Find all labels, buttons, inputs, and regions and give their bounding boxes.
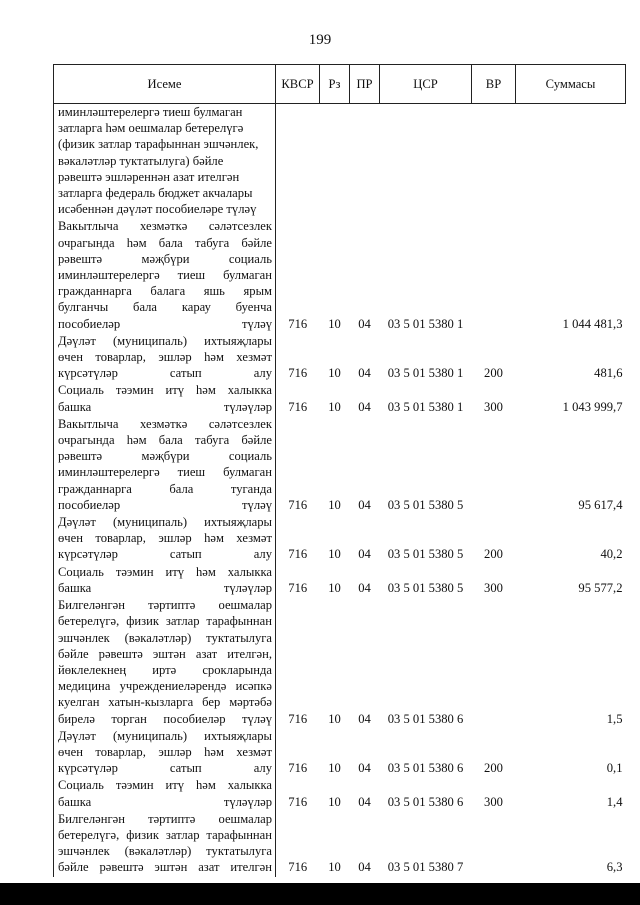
row-name-line: гражданнарга бала туганда xyxy=(58,481,272,496)
row-name-line: Социаль тәэмин итү һәм халыкка xyxy=(58,564,272,579)
row-name xyxy=(54,514,276,564)
row-name-line: гражданнарга балага яшь ярым xyxy=(58,284,272,299)
table-row xyxy=(54,218,626,332)
header-name: Исеме xyxy=(54,65,276,104)
row-kvsr: 716 xyxy=(288,547,308,562)
row-name xyxy=(54,811,276,877)
row-csr: 03 5 01 5380 1 xyxy=(387,399,464,414)
row-name-line: эшчәнлек (вәкаләтләр) туктатылуга xyxy=(58,630,272,645)
row-name xyxy=(54,597,276,728)
table-header-row xyxy=(54,65,626,104)
row-vr: 200 xyxy=(484,761,503,776)
table-row xyxy=(54,777,626,810)
row-sum: 1 043 999,7 xyxy=(562,399,623,414)
row-pr: 04 xyxy=(358,547,371,562)
row-pr: 04 xyxy=(358,794,371,809)
row-rz: 10 xyxy=(328,711,341,726)
row-rz: 10 xyxy=(328,547,341,562)
row-name-line: башка түләүләр xyxy=(58,399,272,414)
row-name-line: очрагында һәм бала табуга бәйле xyxy=(58,235,272,250)
row-name-line: өчен товарлар, эшләр һәм хезмәт xyxy=(58,350,272,365)
row-rz: 10 xyxy=(328,316,341,331)
row-rz: 10 xyxy=(328,497,341,512)
row-rz xyxy=(320,104,350,219)
row-vr xyxy=(472,416,516,514)
row-kvsr: 716 xyxy=(288,580,308,595)
row-name-line: бәйле рәвештә эштән азат ителгән, xyxy=(58,646,272,661)
scan-bottom-border xyxy=(0,883,640,905)
table-row xyxy=(54,597,626,728)
row-kvsr: 716 xyxy=(288,794,308,809)
row-name-line: бирелә торган пособиеләр түләү xyxy=(58,711,272,726)
row-sum: 1,4 xyxy=(606,794,623,809)
row-sum: 95 577,2 xyxy=(578,580,623,595)
row-sum: 1,5 xyxy=(606,711,623,726)
row-name-line: Дәүләт (муниципаль) ихтыяҗлары xyxy=(58,515,272,530)
row-name xyxy=(54,564,276,597)
row-sum: 0,1 xyxy=(606,761,623,776)
row-pr xyxy=(350,104,380,219)
row-name-line: бетерелүгә, физик затлар тарафыннан xyxy=(58,827,272,842)
row-rz: 10 xyxy=(328,399,341,414)
header-rz: Рз xyxy=(320,65,350,104)
row-vr: 200 xyxy=(484,366,503,381)
row-name xyxy=(54,218,276,332)
row-rz: 10 xyxy=(328,794,341,809)
row-name-line: рәвештә мәҗбүри социаль xyxy=(58,251,272,266)
row-vr: 300 xyxy=(484,794,503,809)
row-name-line: Дәүләт (муниципаль) ихтыяҗлары xyxy=(58,333,272,348)
row-kvsr: 716 xyxy=(288,316,308,331)
row-name-line: булганчы бала карау буенча xyxy=(58,300,272,315)
row-rz: 10 xyxy=(328,366,341,381)
row-name-line: эшчәнлек (вәкаләтләр) туктатылуга xyxy=(58,844,272,859)
row-sum: 95 617,4 xyxy=(578,497,623,512)
row-name-line: очрагында һәм бала табуга бәйле xyxy=(58,433,272,448)
row-name-line: пособиеләр түләү xyxy=(58,497,272,512)
row-name-line: иминләштерелергә тиеш булмаган xyxy=(58,465,272,480)
row-csr: 03 5 01 5380 1 xyxy=(387,366,464,381)
row-name-line: бетерелүгә, физик затлар тарафыннан xyxy=(58,614,272,629)
row-pr: 04 xyxy=(358,497,371,512)
row-name-line: затларга федераль бюджет акчалары xyxy=(58,186,253,201)
row-name-line: рәвештә мәҗбүри социаль xyxy=(58,449,272,464)
row-name-line: Социаль тәэмин итү һәм халыкка xyxy=(58,383,272,398)
row-csr: 03 5 01 5380 5 xyxy=(387,580,464,595)
row-kvsr: 716 xyxy=(288,761,308,776)
row-sum: 1 044 481,3 xyxy=(562,316,623,331)
table-row xyxy=(54,416,626,514)
row-name-line: (физик затлар тарафыннан эшчәнлек, xyxy=(58,137,259,152)
header-pr: ПР xyxy=(350,65,380,104)
header-vr: ВР xyxy=(472,65,516,104)
row-kvsr: 716 xyxy=(288,399,308,414)
row-csr: 03 5 01 5380 7 xyxy=(387,860,464,875)
row-name-line: Вакытлыча хезмәткә сәләтсезлек xyxy=(58,416,272,431)
row-csr: 03 5 01 5380 5 xyxy=(387,497,464,512)
row-pr: 04 xyxy=(358,761,371,776)
row-sum: 6,3 xyxy=(606,860,623,875)
page-number: 199 xyxy=(308,32,332,48)
table-row xyxy=(54,811,626,877)
row-vr: 200 xyxy=(484,547,503,562)
table-body xyxy=(54,104,626,877)
row-name-line: йөклелекнең иртә срокларында xyxy=(58,662,272,677)
row-sum: 40,2 xyxy=(600,547,623,562)
row-name xyxy=(54,777,276,810)
row-name-line: башка түләүләр xyxy=(58,580,272,595)
header-kvsr: КВСР xyxy=(276,65,320,104)
row-name-line: пособиеләр түләү xyxy=(58,316,272,331)
row-rz: 10 xyxy=(328,860,341,875)
row-vr xyxy=(472,597,516,728)
row-pr: 04 xyxy=(358,580,371,595)
row-vr xyxy=(472,104,516,219)
row-name-line: күрсәтүләр сатып алу xyxy=(58,547,272,562)
header-csr: ЦСР xyxy=(380,65,472,104)
table-row xyxy=(54,104,626,219)
row-name-line: Социаль тәэмин итү һәм халыкка xyxy=(58,778,272,793)
table-row xyxy=(54,333,626,383)
row-rz: 10 xyxy=(328,761,341,776)
row-csr: 03 5 01 5380 6 xyxy=(387,711,464,726)
row-name-line: Билгеләнгән тәртиптә оешмалар xyxy=(58,811,272,826)
header-sum: Суммасы xyxy=(516,65,626,104)
row-name-line: затларга һәм оешмалар бетерелүгә xyxy=(58,121,244,136)
row-kvsr: 716 xyxy=(288,366,308,381)
row-name-line: күрсәтүләр сатып алу xyxy=(58,366,272,381)
row-name-line: иминләштерелергә тиеш булмаган xyxy=(58,105,243,119)
row-csr: 03 5 01 5380 5 xyxy=(387,547,464,562)
table-row xyxy=(54,514,626,564)
row-kvsr: 716 xyxy=(288,860,308,875)
row-pr: 04 xyxy=(358,860,371,875)
row-pr: 04 xyxy=(358,316,371,331)
row-name-line: күрсәтүләр сатып алу xyxy=(58,761,272,776)
row-csr: 03 5 01 5380 1 xyxy=(387,316,464,331)
row-name xyxy=(54,104,276,219)
row-pr: 04 xyxy=(358,399,371,414)
row-name-line: Дәүләт (муниципаль) ихтыяҗлары xyxy=(58,728,272,743)
row-vr: 300 xyxy=(484,580,503,595)
row-name-line: Билгеләнгән тәртиптә оешмалар xyxy=(58,598,272,613)
row-sum xyxy=(516,104,626,219)
table-row xyxy=(54,564,626,597)
row-kvsr: 716 xyxy=(288,497,308,512)
row-name-line: өчен товарлар, эшләр һәм хезмәт xyxy=(58,744,272,759)
row-name xyxy=(54,728,276,778)
row-vr: 300 xyxy=(484,399,503,414)
row-name xyxy=(54,382,276,415)
row-name xyxy=(54,333,276,383)
row-name-line: иминләштерелергә тиеш булмаган xyxy=(58,268,272,283)
row-sum: 481,6 xyxy=(594,366,623,381)
budget-table xyxy=(53,64,626,877)
row-name-line: исәбеннән дәүләт пособиеләре түләү xyxy=(58,202,257,217)
table-row xyxy=(54,382,626,415)
row-name xyxy=(54,416,276,514)
row-name-line: өчен товарлар, эшләр һәм хезмәт xyxy=(58,531,272,546)
row-csr: 03 5 01 5380 6 xyxy=(387,761,464,776)
row-vr xyxy=(472,811,516,877)
row-name-line: вәкаләтләр туктатылуга) бәйле xyxy=(58,153,224,168)
row-kvsr: 716 xyxy=(288,711,308,726)
row-vr xyxy=(472,218,516,332)
row-csr: 03 5 01 5380 6 xyxy=(387,794,464,809)
row-name-line: бәйле рәвештә эштән азат ителгән xyxy=(58,860,272,875)
row-name-line: куелган хатын-кызларга бер мәртәбә xyxy=(58,695,272,710)
row-name-line: Вакытлыча хезмәткә сәләтсезлек xyxy=(58,219,272,234)
row-pr: 04 xyxy=(358,711,371,726)
row-pr: 04 xyxy=(358,366,371,381)
row-name-line: башка түләүләр xyxy=(58,794,272,809)
row-kvsr xyxy=(276,104,320,219)
row-name-line: рәвештә эшләреннән азат ителгән xyxy=(58,169,240,184)
row-name-line: медицина учреждениеләрендә исәпкә xyxy=(58,679,272,694)
table-row xyxy=(54,728,626,778)
row-csr xyxy=(380,104,472,219)
row-rz: 10 xyxy=(328,580,341,595)
